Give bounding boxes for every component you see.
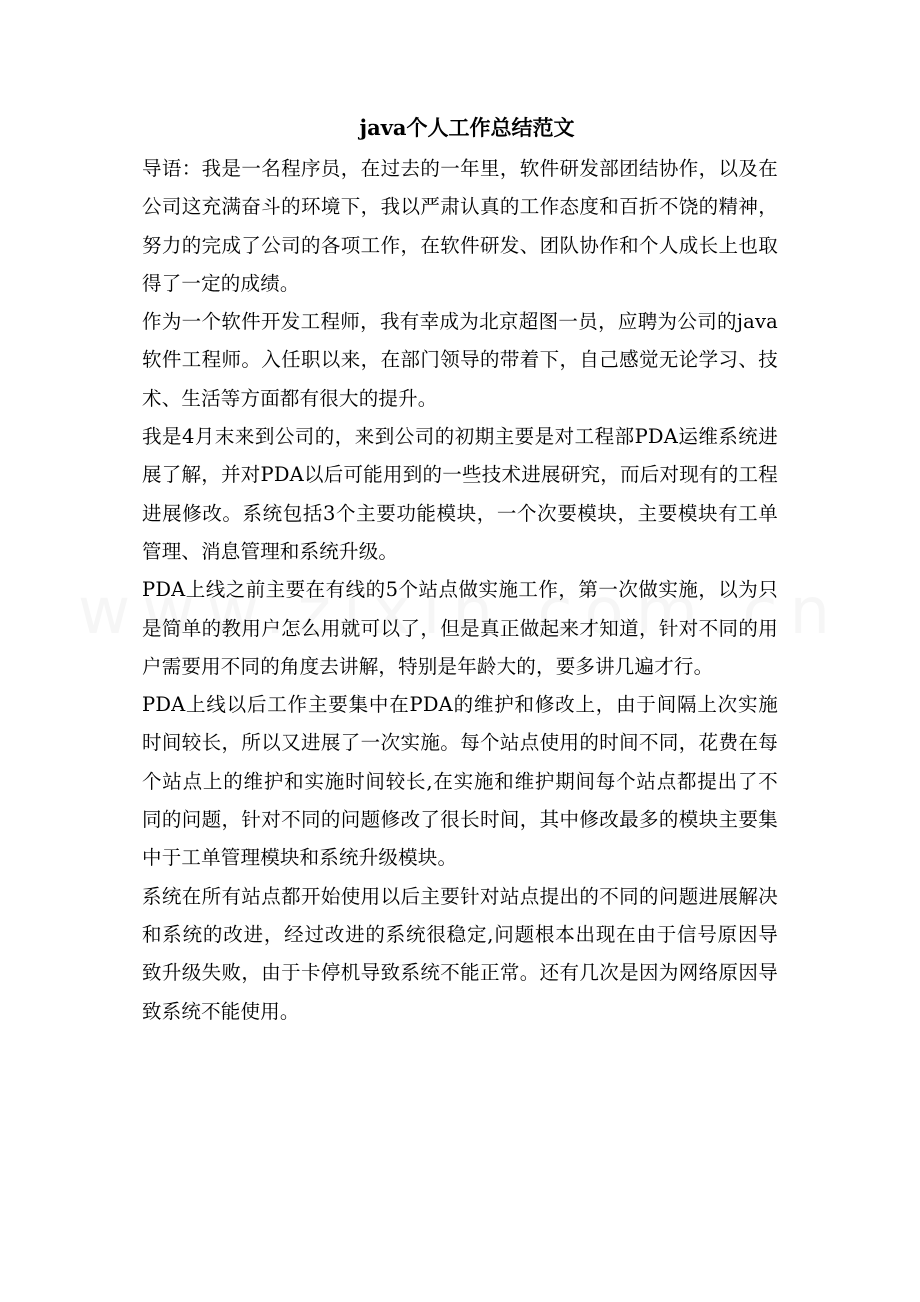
paragraph-improvements: 系统在所有站点都开始使用以后主要针对站点提出的不同的问题进展解决和系统的改进，经过改进的系统很稳定,问题根本出现在由于信号原因导致升级失败，由于卡停机导致系统不能正常。还有几次是因为网络原因导致系统不能使用。 [142,884,778,1023]
document-body [142,112,778,1031]
paragraph-pre-launch: PDA上线之前主要在有线的5个站点做实施工作，第一次做实施，以为只是简单的教用户怎么用就可以了，但是真正做起来才知道，针对不同的用户需要用不同的角度去讲解，特别是年龄大的，要多讲几遍才行。 [142,578,778,678]
paragraph-early-work: 我是4月末来到公司的，来到公司的初期主要是对工程部PDA运维系统进展了解，并对PDA以后可能用到的一些技术进展研究，而后对现有的工程进展修改。系统包括3个主要功能模块，一个次要模块，主要模块有工单管理、消息管理和系统升级。 [142,425,778,563]
paragraph-post-launch: PDA上线以后工作主要集中在PDA的维护和修改上，由于间隔上次实施时间较长，所以又进展了一次实施。每个站点使用的时间不同，花费在每个站点上的维护和实施时间较长,在实施和维护期间每个站点都提出了不同的问题，针对不同的问题修改了很长时间，其中修改最多的模块主要集中于工单管理模块和系统升级模块。 [142,693,778,870]
paragraph-role: 作为一个软件开发工程师，我有幸成为北京超图一员，应聘为公司的java软件工程师。入任职以来，在部门领导的带着下，自己感觉无论学习、技术、生活等方面都有很大的提升。 [142,310,778,410]
paragraph-intro: 导语：我是一名程序员，在过去的一年里，软件研发部团结协作，以及在公司这充满奋斗的环境下，我以严肃认真的工作态度和百折不饶的精神，努力的完成了公司的各项工作，在软件研发、团队协作和个人成长上也取得了一定的成绩。 [142,157,778,295]
document-title: java个人工作总结范文 [359,115,575,140]
